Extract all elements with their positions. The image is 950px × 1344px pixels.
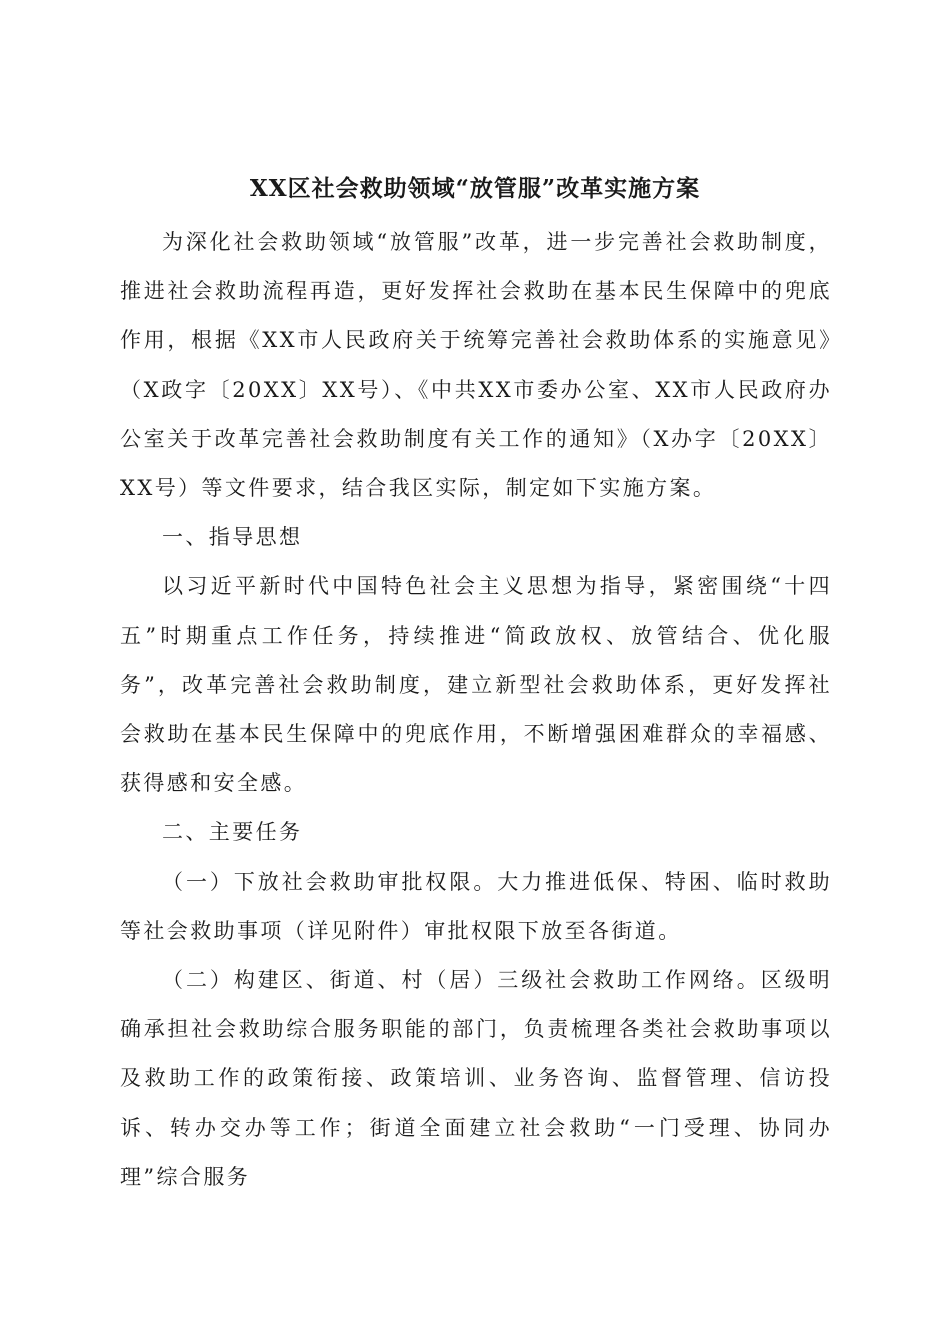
document-title: XX区社会救助领域“放管服”改革实施方案 bbox=[249, 175, 701, 202]
task-2-paragraph: （二）构建区、街道、村（居）三级社会救助工作网络。区级明确承担社会救助综合服务职能的部门，负责梳理各类社会救助事项以及救助工作的政策衔接、政策培训、业务咨询、监督管理、信访投诉、转办交办等工作；街道全面建立社会救助“一门受理、协同办理”综合服务 bbox=[120, 968, 832, 1189]
section-heading-main-tasks: 二、主要任务 bbox=[162, 820, 303, 845]
guiding-ideology-paragraph: 以习近平新时代中国特色社会主义思想为指导，紧密围绕“十四五”时期重点工作任务，持续推进“简政放权、放管结合、优化服务”，改革完善社会救助制度，建立新型社会救助体系，更好发挥社会救助在基本民生保障中的兜底作用，不断增强困难群众的幸福感、获得感和安全感。 bbox=[120, 574, 832, 796]
task-1-paragraph: （一）下放社会救助审批权限。大力推进低保、特困、临时救助等社会救助事项（详见附件）审批权限下放至各街道。 bbox=[120, 869, 832, 943]
section-heading-guiding-ideology: 一、指导思想 bbox=[162, 525, 303, 550]
intro-paragraph: 为深化社会救助领域“放管服”改革，进一步完善社会救助制度，推进社会救助流程再造，更好发挥社会救助在基本民生保障中的兜底作用，根据《XX市人民政府关于统筹完善社会救助体系的实施意见》（X政字〔20XX〕XX号）、《中共XX市委办公室、XX市人民政府办公室关于改革完善社会救助制度有关工作的通知》（X办字〔20XX〕XX号）等文件要求，结合我区实际，制定如下实施方案。 bbox=[120, 230, 832, 501]
document-body bbox=[120, 218, 832, 1202]
